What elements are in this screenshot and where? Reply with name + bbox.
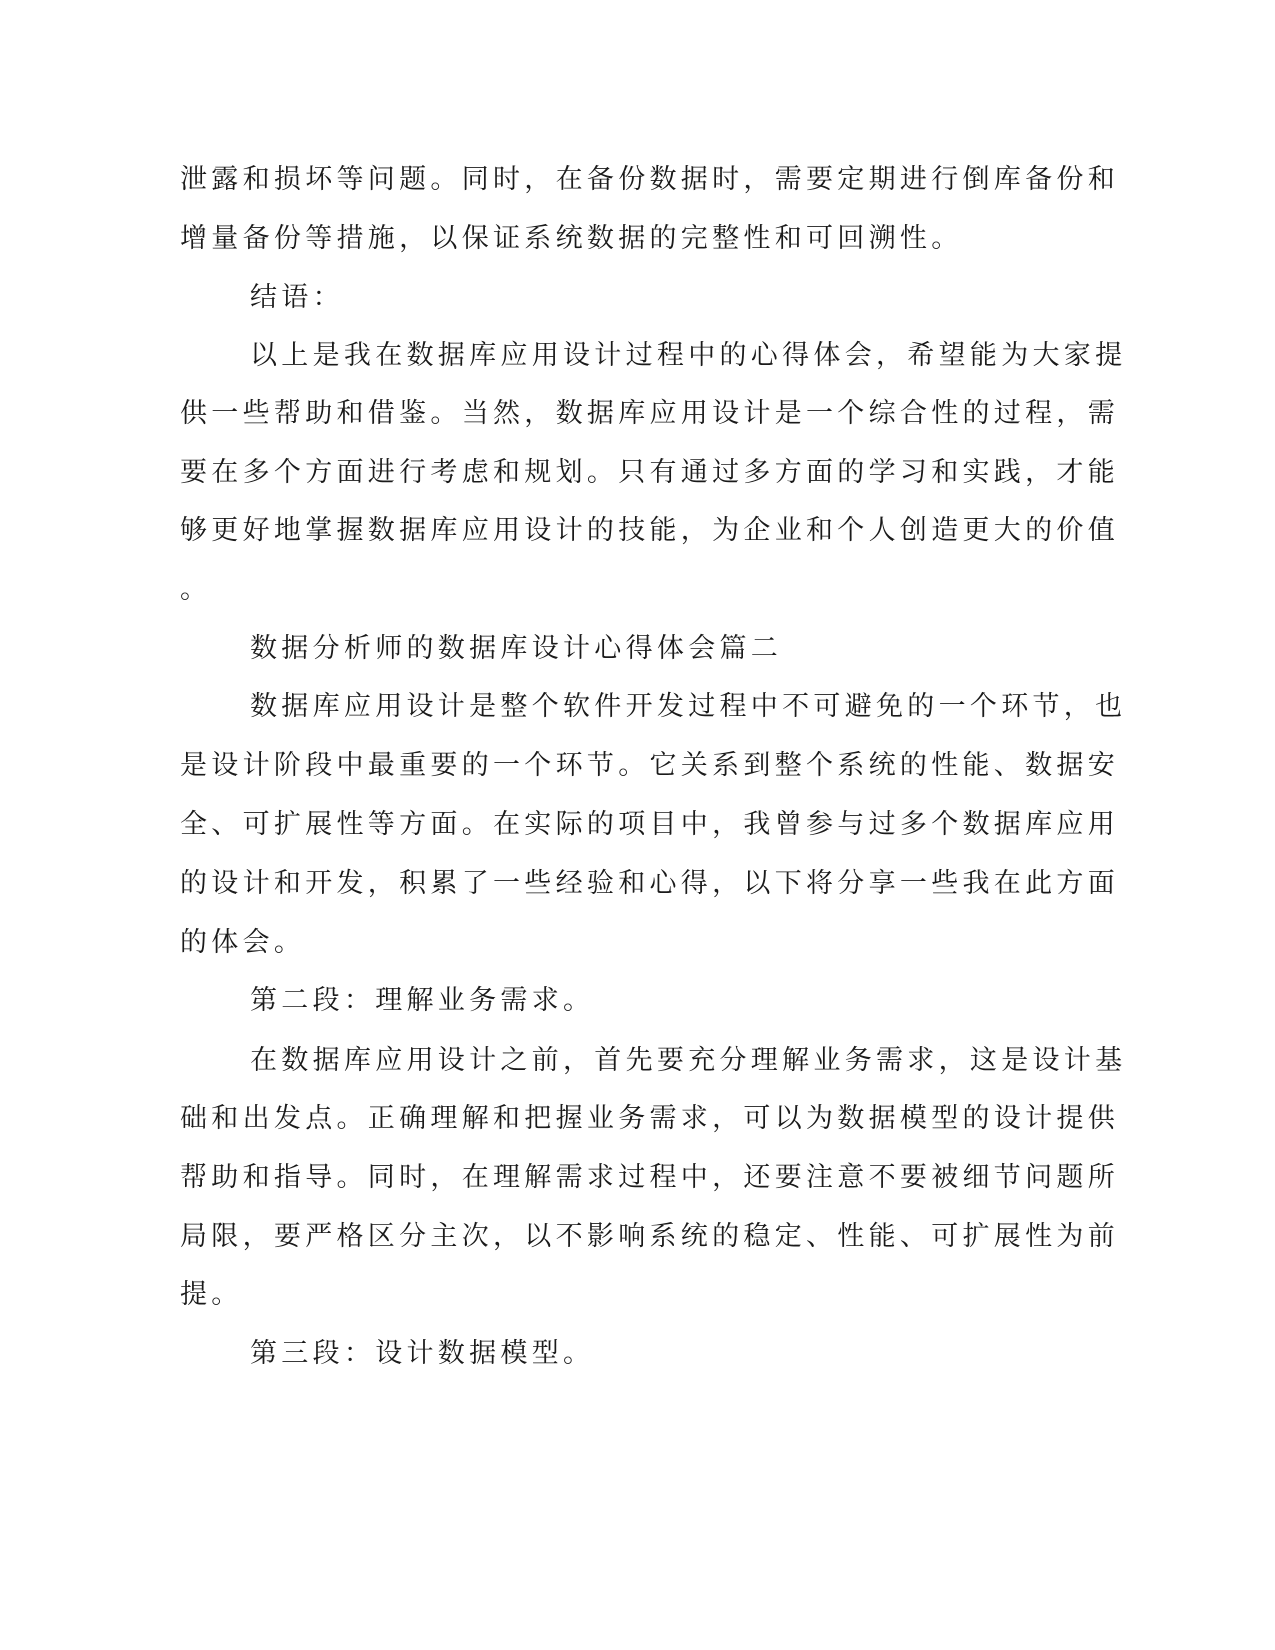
section-heading-conclusion: 结语： — [250, 282, 344, 313]
text-line: 是设计阶段中最重要的一个环节。它关系到整个系统的性能、数据安 — [180, 750, 1119, 781]
section-heading-2: 第二段：理解业务需求。 — [250, 985, 595, 1016]
text-line: 局限，要严格区分主次，以不影响系统的稳定、性能、可扩展性为前 — [180, 1221, 1119, 1252]
text-line: 础和出发点。正确理解和把握业务需求，可以为数据模型的设计提供 — [180, 1103, 1119, 1134]
text-line: 。 — [180, 574, 212, 605]
text-line: 以上是我在数据库应用设计过程中的心得体会，希望能为大家提 — [250, 340, 1127, 371]
text-line: 的设计和开发，积累了一些经验和心得，以下将分享一些我在此方面 — [180, 868, 1119, 899]
text-line: 全、可扩展性等方面。在实际的项目中，我曾参与过多个数据库应用 — [180, 809, 1119, 840]
text-line: 增量备份等措施，以保证系统数据的完整性和可回溯性。 — [180, 223, 963, 254]
text-line: 在数据库应用设计之前，首先要充分理解业务需求，这是设计基 — [250, 1045, 1127, 1076]
article-title: 数据分析师的数据库设计心得体会篇二 — [250, 633, 783, 664]
text-line: 要在多个方面进行考虑和规划。只有通过多方面的学习和实践，才能 — [180, 457, 1119, 488]
text-line: 供一些帮助和借鉴。当然，数据库应用设计是一个综合性的过程，需 — [180, 398, 1119, 429]
text-line: 帮助和指导。同时，在理解需求过程中，还要注意不要被细节问题所 — [180, 1162, 1119, 1193]
text-line: 数据库应用设计是整个软件开发过程中不可避免的一个环节，也 — [250, 691, 1127, 722]
section-heading-3: 第三段：设计数据模型。 — [250, 1338, 595, 1369]
text-line: 的体会。 — [180, 927, 306, 958]
text-line: 够更好地掌握数据库应用设计的技能，为企业和个人创造更大的价值 — [180, 515, 1119, 546]
text-line: 泄露和损坏等问题。同时，在备份数据时，需要定期进行倒库备份和 — [180, 164, 1119, 195]
text-line: 提。 — [180, 1279, 243, 1310]
